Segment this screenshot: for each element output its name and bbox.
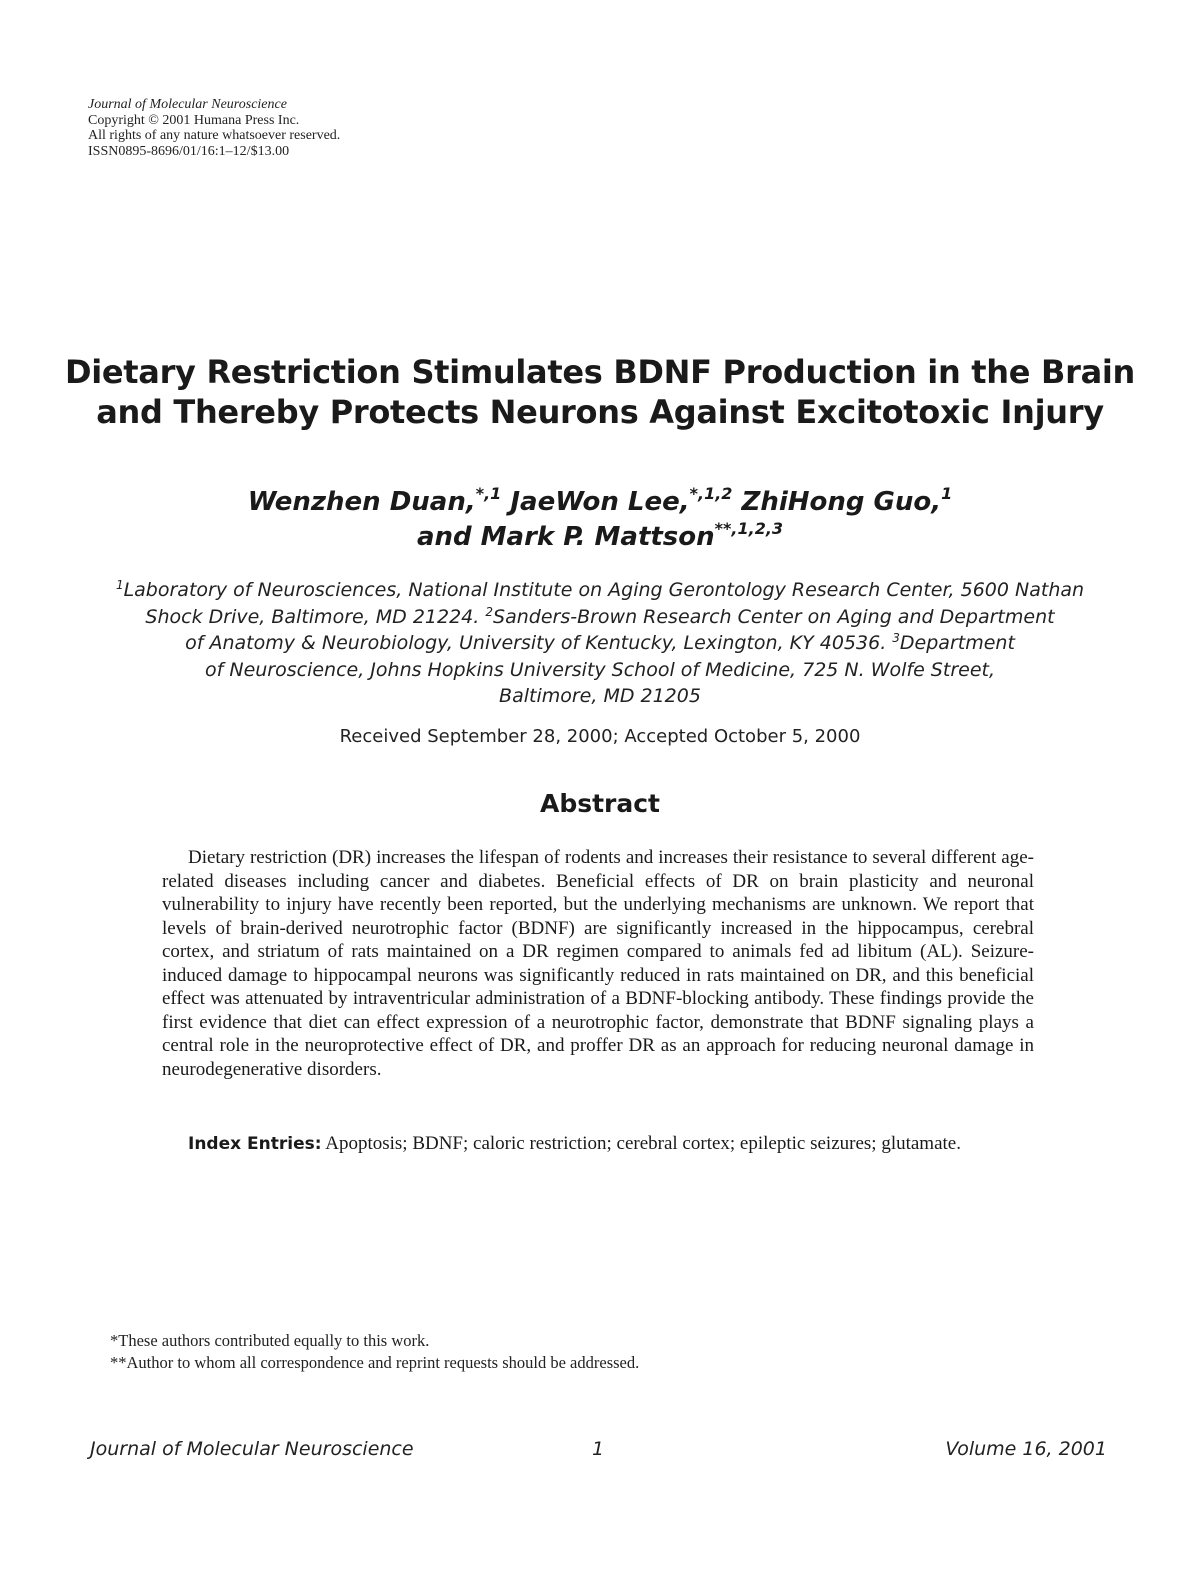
masthead-rights: All rights of any nature whatsoever reserved. (88, 128, 341, 143)
author-name: ZhiHong Guo, (741, 487, 942, 517)
affiliation-marker: 3 (892, 631, 900, 645)
abstract-body: Dietary restriction (DR) increases the lifespan of rodents and increases their resistance to several different age-related diseases including cancer and diabetes. Beneficial effects of DR on brain plasticity and neuronal vulnerability to injury have recently been reported, but the underlying mechanisms are unknown. We report that levels of brain-derived neurotrophic factor (BDNF) are significantly increased in the hippocampus, cerebral cortex, and striatum of rats maintained on a DR regimen compared to animals fed ad libitum (AL). Seizure-induced damage to hippocampal neurons was significantly reduced in rats maintained on DR, and this beneficial effect was attenuated by intraventricular administration of a BDNF-blocking antibody. These findings provide the first evidence that diet can effect expression of a neurotrophic factor, demonstrate that BDNF signaling plays a central role in the neuroprotective effect of DR, and proffer DR as an approach for reducing neuronal damage in neurodegenerative disorders. (162, 847, 1034, 1080)
footnotes (110, 1330, 639, 1374)
affiliation-text: Laboratory of Neurosciences, National Institute on Aging Gerontology Research Center, 5600 Nathan (123, 579, 1085, 601)
affiliation-line-2 (60, 604, 1140, 631)
author-marks: 1 (941, 484, 953, 503)
title-line-2: and Thereby Protects Neurons Against Excitotoxic Injury (96, 393, 1104, 431)
affiliation-line-1 (60, 577, 1140, 604)
author-name: Wenzhen Duan, (247, 487, 476, 517)
author-name: Mark P. Mattson (480, 522, 715, 552)
footer-volume: Volume 16, 2001 (945, 1438, 1107, 1460)
author-marks: *,1,2 (689, 484, 733, 503)
abstract-heading: Abstract (539, 789, 661, 818)
author-marks: **,1,2,3 (714, 519, 784, 538)
masthead-journal: Journal of Molecular Neuroscience (88, 97, 287, 112)
author-name: JaeWon Lee, (510, 487, 690, 517)
paper-title (60, 352, 1140, 432)
received-accepted-dates: Received September 28, 2000; Accepted October 5, 2000 (339, 726, 861, 747)
index-entries-label: Index Entries: (188, 1134, 322, 1154)
footer-journal: Journal of Molecular Neuroscience (90, 1438, 414, 1460)
author-prefix: and (416, 522, 472, 552)
page-number: 1 (592, 1438, 605, 1460)
index-entries-text: Apoptosis; BDNF; caloric restriction; cerebral cortex; epileptic seizures; glutamate. (325, 1133, 961, 1154)
affiliation-line-5: Baltimore, MD 21205 (499, 685, 701, 707)
affiliation-line-3 (60, 630, 1140, 657)
journal-masthead (88, 97, 340, 159)
affiliation-text: of Anatomy & Neurobiology, University of Kentucky, Lexington, KY 40536. (185, 632, 887, 654)
index-entries (162, 1132, 1034, 1156)
authors-line-2 (60, 520, 1140, 555)
masthead-copyright: Copyright © 2001 Humana Press Inc. (88, 112, 300, 128)
affiliations (60, 577, 1140, 710)
masthead-issn: ISSN0895-8696/01/16:1–12/$13.00 (88, 143, 290, 159)
affiliation-marker: 2 (485, 604, 494, 619)
footnote: *These authors contributed equally to this work. (110, 1331, 430, 1350)
footnote: **Author to whom all correspondence and reprint requests should be addressed. (110, 1353, 640, 1372)
affiliation-line-4: of Neuroscience, Johns Hopkins University School of Medicine, 725 N. Wolfe Street, (205, 658, 995, 681)
authors-line-1 (60, 485, 1140, 520)
affiliation-text: Sanders-Brown Research Center on Aging and Department (493, 605, 1055, 628)
affiliation-text: Department (899, 632, 1015, 654)
title-line-1: Dietary Restriction Stimulates BDNF Production in the Brain (64, 353, 1136, 391)
author-list (60, 485, 1140, 555)
author-marks: *,1 (475, 484, 502, 503)
affiliation-marker: 1 (115, 578, 124, 592)
affiliation-text: Shock Drive, Baltimore, MD 21224. (145, 605, 480, 628)
